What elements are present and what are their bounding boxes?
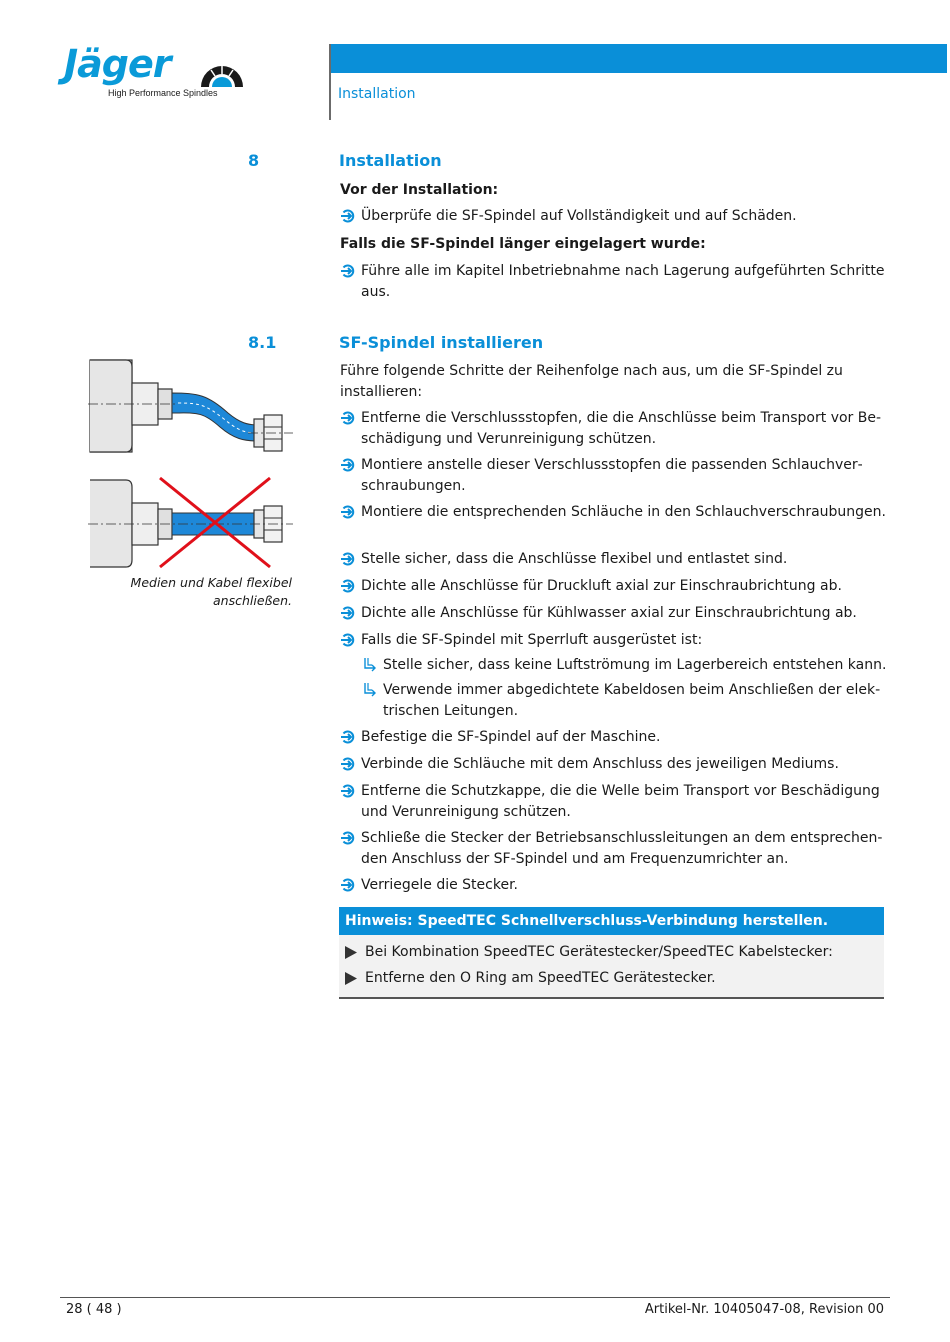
substep-item: Stelle sicher, dass keine Luftströmung im Lagerbereich entstehen kann. bbox=[362, 655, 888, 676]
header-section-title: Installation bbox=[338, 86, 416, 102]
arrow-circle-icon bbox=[340, 875, 356, 895]
triangle-right-icon bbox=[345, 946, 357, 959]
figure-caption: Medien und Kabel flexibel anschließen. bbox=[130, 575, 292, 608]
article-number: Artikel-Nr. 10405047-08, Revision 00 bbox=[644, 1302, 884, 1317]
stored-spindle-label: Falls die SF-Spindel länger eingelagert wurde: bbox=[340, 236, 706, 252]
intro-text: Führe folgende Schritte der Reihenfolge nach aus, um die SF-Spindel zu installieren: bbox=[340, 363, 843, 400]
arrow-circle-icon bbox=[340, 630, 356, 650]
header-divider bbox=[329, 44, 331, 120]
step-item: Dichte alle Anschlüsse für Druckluft axial zur Einschraubrichtung ab. bbox=[340, 576, 888, 597]
hint-body bbox=[339, 935, 884, 999]
step-item: Dichte alle Anschlüsse für Kühlwasser axial zur Einschraubrichtung ab. bbox=[340, 603, 888, 624]
hint-box bbox=[339, 907, 884, 999]
step-item: Schließe die Stecker der Betriebsanschlussleitungen an dem entsprechenden Anschluss der SF-Spindel und am Frequenzumrichter an. bbox=[340, 828, 888, 869]
subsection-title: SF-Spindel installieren bbox=[339, 333, 544, 352]
hose-connection-illustration bbox=[88, 355, 300, 570]
step-item: Falls die SF-Spindel mit Sperrluft ausgerüstet ist: bbox=[340, 630, 888, 651]
step-item: Stelle sicher, dass die Anschlüsse flexibel und entlastet sind. bbox=[340, 549, 888, 570]
page-number: 28 ( 48 ) bbox=[66, 1302, 122, 1317]
arrow-circle-icon bbox=[340, 727, 356, 747]
arrow-circle-icon bbox=[340, 828, 356, 848]
substep-item: Verwende immer abgedichtete Kabeldosen beim Anschließen der elektrischen Leitungen. bbox=[362, 680, 888, 721]
logo-wordmark: Jäger bbox=[64, 42, 171, 86]
footer-divider bbox=[60, 1297, 890, 1298]
corner-arrow-icon bbox=[362, 657, 378, 673]
arrow-circle-icon bbox=[340, 206, 356, 226]
step-item: Montiere anstelle dieser Verschlussstopfen die passenden Schlauchverschraubungen. bbox=[340, 455, 888, 496]
arrow-circle-icon bbox=[340, 549, 356, 569]
company-logo bbox=[64, 42, 254, 106]
hint-title: Hinweis: SpeedTEC Schnellverschluss-Verbindung herstellen. bbox=[339, 907, 884, 935]
section-number: 8 bbox=[248, 151, 260, 170]
arrow-circle-icon bbox=[340, 455, 356, 475]
incorrect-hose-drawing bbox=[88, 478, 293, 567]
hint-item: Entferne den O Ring am SpeedTEC Gerätestecker. bbox=[345, 965, 878, 991]
step-item: Verriegele die Stecker. bbox=[340, 875, 888, 896]
correct-hose-drawing bbox=[88, 360, 293, 452]
corner-arrow-icon bbox=[362, 682, 378, 698]
header-bar bbox=[331, 44, 947, 73]
section-title: Installation bbox=[339, 151, 442, 170]
arrow-circle-icon bbox=[340, 576, 356, 596]
arrow-circle-icon bbox=[340, 261, 356, 281]
arrow-circle-icon bbox=[340, 781, 356, 801]
arrow-circle-icon bbox=[340, 408, 356, 428]
step-item: Überprüfe die SF-Spindel auf Vollständigkeit und auf Schäden. bbox=[340, 206, 888, 227]
arrow-circle-icon bbox=[340, 502, 356, 522]
triangle-right-icon bbox=[345, 972, 357, 985]
arrow-circle-icon bbox=[340, 603, 356, 623]
step-item: Montiere die entsprechenden Schläuche in den Schlauchverschraubungen. bbox=[340, 502, 888, 523]
arrow-circle-icon bbox=[340, 754, 356, 774]
step-item: Entferne die Schutzkappe, die die Welle beim Transport vor Beschädigung und Verunreinigung schützen. bbox=[340, 781, 888, 822]
step-item: Entferne die Verschlussstopfen, die die Anschlüsse beim Transport vor Beschädigung und Verunreinigung schützen. bbox=[340, 408, 888, 449]
spindle-logo-icon bbox=[199, 60, 245, 88]
step-item: Befestige die SF-Spindel auf der Maschine. bbox=[340, 727, 888, 748]
logo-tagline: High Performance Spindles bbox=[108, 88, 218, 98]
step-item: Führe alle im Kapitel Inbetriebnahme nach Lagerung aufgeführten Schritte aus. bbox=[340, 261, 888, 302]
subsection-number: 8.1 bbox=[248, 333, 277, 352]
hint-item: Bei Kombination SpeedTEC Gerätestecker/SpeedTEC Kabelstecker: bbox=[345, 939, 878, 965]
step-item: Verbinde die Schläuche mit dem Anschluss des jeweiligen Mediums. bbox=[340, 754, 888, 775]
before-installation-label: Vor der Installation: bbox=[340, 182, 499, 198]
